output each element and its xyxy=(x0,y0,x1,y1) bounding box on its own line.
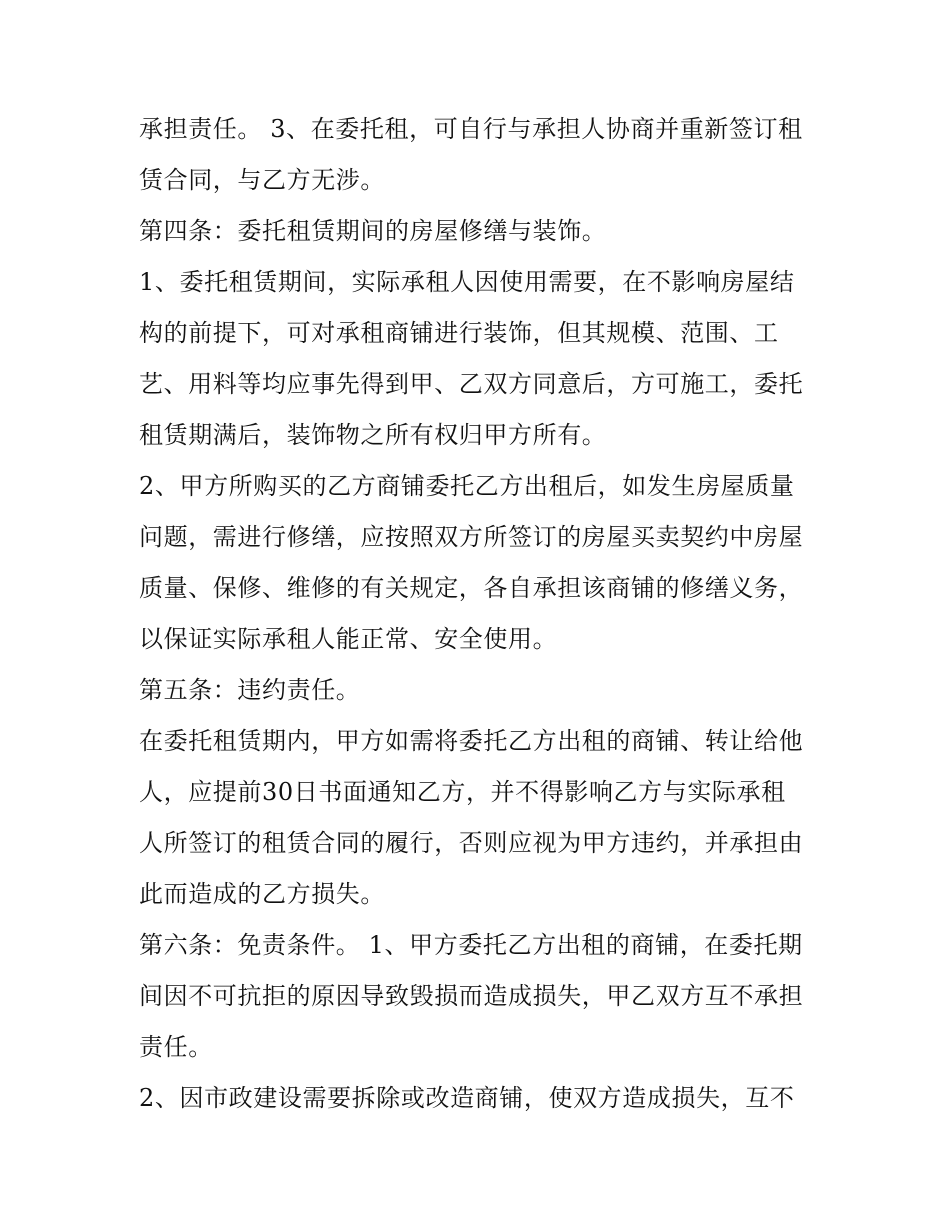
text-line: 赁合同，与乙方无涉。 xyxy=(139,166,385,194)
text-line: 在委托租赁期内，甲方如需将委托乙方出租的商铺、转让给他 xyxy=(139,727,804,755)
text-line: 1、委托租赁期间，实际承租人因使用需要，在不影响房屋结 xyxy=(139,268,795,296)
text-line: 承担责任。 3、在委托租，可自行与承担人协商并重新签订租 xyxy=(139,115,803,143)
text-line: 租赁期满后，装饰物之所有权归甲方所有。 xyxy=(139,421,607,449)
text-line: 以保证实际承租人能正常、安全使用。 xyxy=(139,625,558,653)
text-line: 此而造成的乙方损失。 xyxy=(139,880,385,908)
text-line: 2、因市政建设需要拆除或改造商铺，使双方造成损失，互不 xyxy=(139,1084,795,1112)
text-line: 艺、用料等均应事先得到甲、乙双方同意后，方可施工，委托 xyxy=(139,370,804,398)
text-line: 构的前提下，可对承租商铺进行装饰，但其规模、范围、工 xyxy=(139,319,779,347)
text-line: 质量、保修、维修的有关规定，各自承担该商铺的修缮义务， xyxy=(139,574,804,602)
section-heading: 第六条：免责条件。 1、甲方委托乙方出租的商铺，在委托期 xyxy=(139,931,803,959)
section-heading: 第四条：委托租赁期间的房屋修缮与装饰。 xyxy=(139,217,607,245)
text-line: 人，应提前30日书面通知乙方，并不得影响乙方与实际承租 xyxy=(139,778,786,806)
text-line: 间因不可抗拒的原因导致毁损而造成损失，甲乙双方互不承担 xyxy=(139,982,804,1010)
section-heading: 第五条：违约责任。 xyxy=(139,676,361,704)
text-line: 人所签订的租赁合同的履行，否则应视为甲方违约，并承担由 xyxy=(139,829,804,857)
text-line: 问题，需进行修缮，应按照双方所签订的房屋买卖契约中房屋 xyxy=(139,523,804,551)
text-line: 责任。 xyxy=(139,1033,213,1061)
text-line: 2、甲方所购买的乙方商铺委托乙方出租后，如发生房屋质量 xyxy=(139,472,795,500)
